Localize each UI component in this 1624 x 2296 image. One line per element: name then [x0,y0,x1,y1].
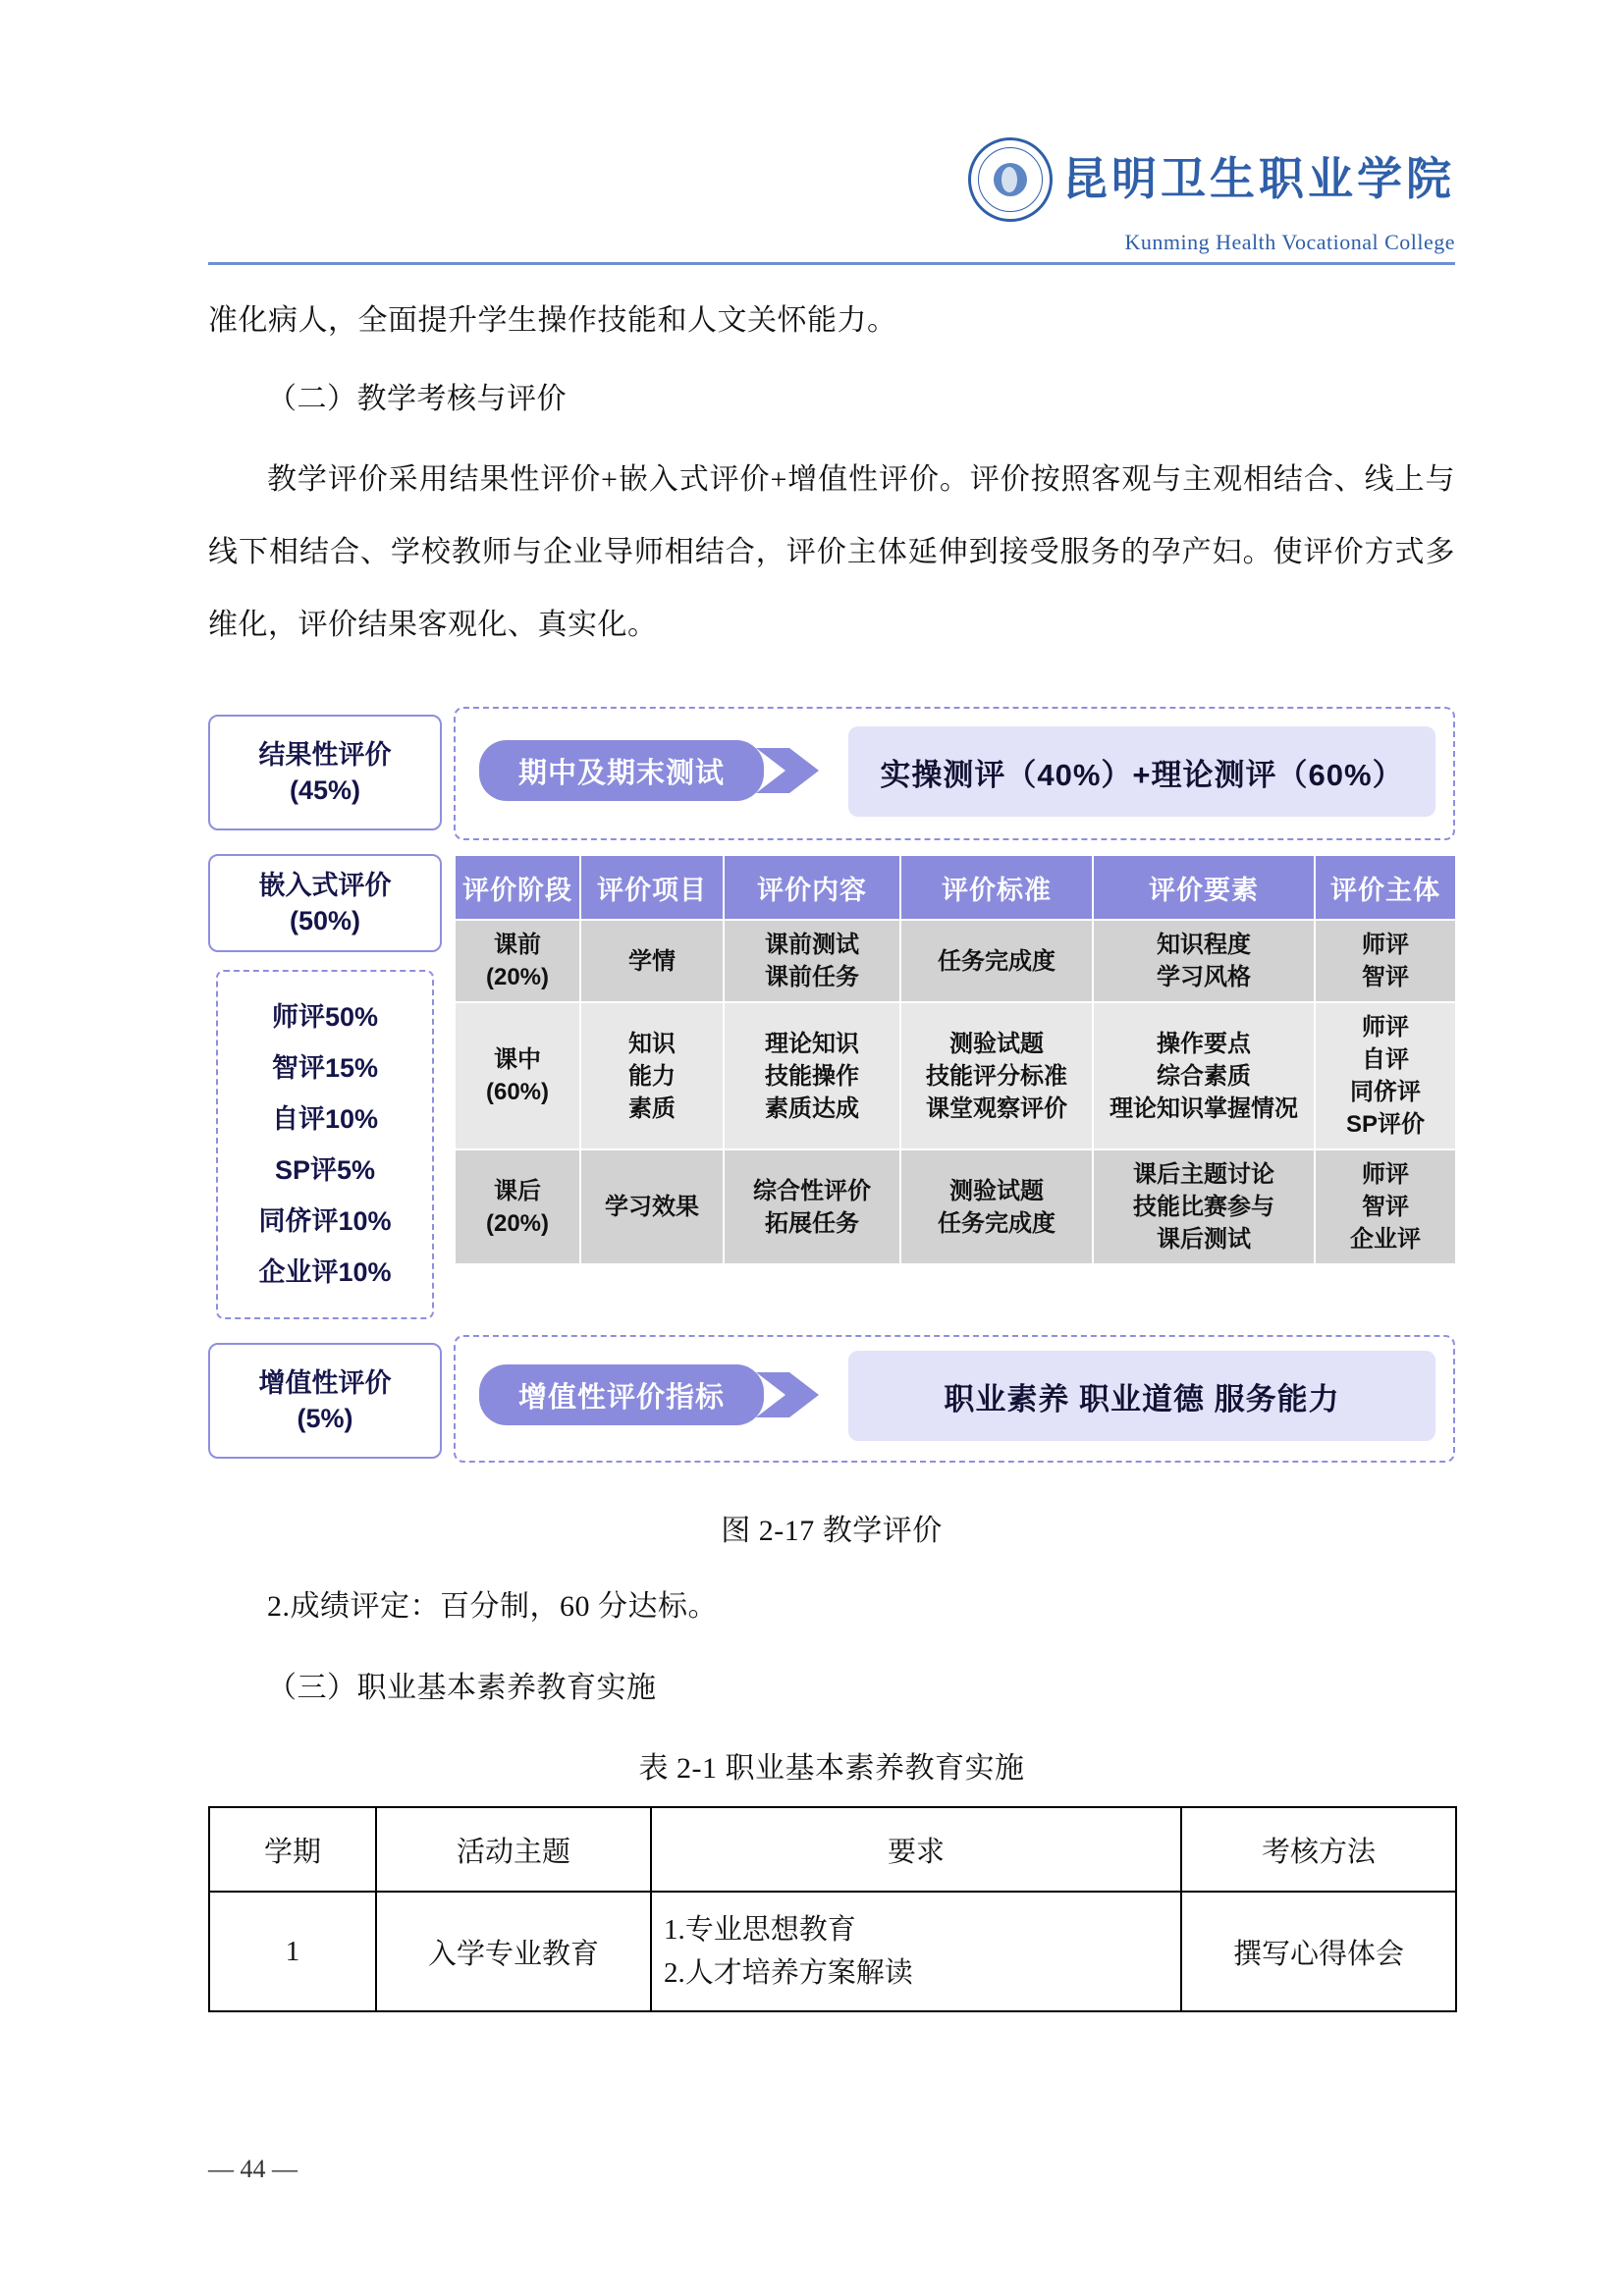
list-item-grading: 2.成绩评定：百分制，60 分达标。 [267,1590,718,1623]
cell-elements [1093,920,1315,1002]
evaluation-matrix-table [454,854,1457,1265]
cell-line: 课后主题讨论 [1133,1161,1274,1188]
cell-line: SP评价 [1345,1111,1425,1138]
value-added-output: 职业素养 职业道德 服务能力 [848,1351,1435,1441]
chevron-right-arrow-icon [756,1364,819,1425]
table-caption: 表 2-1 职业基本素养教育实施 [638,1752,1025,1785]
weight-item: 自评10% [271,1104,379,1134]
cell-line: 同侪评 [1350,1079,1421,1105]
col-elements: 评价要素 [1093,855,1315,920]
cell-subject [1315,920,1456,1002]
col-stage: 评价阶段 [455,855,580,920]
figure-caption: 图 2-17 教学评价 [721,1515,943,1547]
cell-line: 任务完成度 [938,947,1056,975]
cell-line: 测验试题 [949,1177,1044,1204]
cell-subject [1315,1149,1456,1264]
cell-stage [455,920,580,1002]
value-added-pill: 增值性评价指标 [479,1364,764,1425]
cell-line: 智评 [1362,964,1409,990]
table-header-row [209,1807,1456,1892]
header-divider [208,262,1455,265]
vocational-literacy-table [208,1806,1457,2012]
cell-line: 测验试题 [949,1030,1044,1057]
midterm-final-pill: 期中及期末测试 [479,740,764,801]
cell-line: 课堂观察评价 [926,1095,1067,1122]
label-embedded-evaluation-line2: (50%) [289,906,361,935]
cell-line: (60%) [485,1079,550,1105]
col-item: 评价项目 [580,855,724,920]
cell-line: 技能操作 [765,1062,859,1090]
requirement-line-2: 2.人才培养方案解读 [664,1957,913,1989]
cell-line: 课前 [494,932,541,958]
col-standard: 评价标准 [900,855,1093,920]
cell-content [724,1002,900,1149]
label-result-evaluation [208,715,442,830]
col-topic: 活动主题 [376,1807,651,1892]
cell-term: 1 [209,1892,376,2011]
evaluation-figure [208,707,1455,1482]
col-content: 评价内容 [724,855,900,920]
table-row [455,920,1456,1002]
cell-line: 素质 [628,1095,676,1122]
cell-line: 课中 [494,1046,541,1073]
cell-stage [455,1149,580,1264]
cell-line: 理论知识掌握情况 [1110,1095,1298,1122]
label-value-added-evaluation-line2: (5%) [297,1404,353,1433]
body-line-continuation: 准化病人，全面提升学生操作技能和人文关怀能力。 [208,304,897,337]
requirement-line-1: 1.专业思想教育 [664,1914,856,1946]
col-subject: 评价主体 [1315,855,1456,920]
cell-subject [1315,1002,1456,1149]
cell-line: 知识 [628,1030,676,1057]
weight-item: 同侪评10% [258,1206,392,1236]
cell-item [580,920,724,1002]
cell-line: 企业评 [1350,1226,1421,1253]
label-value-added-evaluation [208,1343,442,1459]
page-number: — 44 — [208,2155,298,2183]
table-header-row [455,855,1456,920]
section-paragraph-1: 教学评价采用结果性评价+嵌入式评价+增值性评价。评价按照客观与主观相结合、线上与线下相结合、学校教师与企业导师相结合，评价主体延伸到接受服务的孕产妇。使评价方式多维化，评价结果客观化、真实化。 [208,463,1455,641]
cell-line: 学习效果 [605,1194,699,1220]
cell-line: 技能评分标准 [926,1062,1067,1090]
cell-line: 能力 [628,1062,676,1090]
table-row [209,1892,1456,2011]
cell-requirement [651,1892,1181,2011]
cell-line: 拓展任务 [765,1209,859,1237]
cell-line: 综合性评价 [753,1177,871,1204]
college-seal-icon [968,137,1053,222]
label-result-evaluation-line2: (45%) [289,775,361,805]
weight-item: 企业评10% [258,1257,392,1287]
section-heading-3: （三）职业基本素养教育实施 [267,1672,657,1704]
cell-line: 操作要点 [1157,1030,1251,1057]
cell-line: 技能比赛参与 [1133,1194,1274,1220]
college-name-cn: 昆明卫生职业学院 [1062,154,1455,204]
cell-line: (20%) [485,964,550,990]
weight-item: 师评50% [271,1002,379,1032]
cell-line: 师评 [1362,1161,1409,1188]
cell-line: (20%) [485,1209,550,1237]
cell-elements [1093,1002,1315,1149]
section-heading-2: （二）教学考核与评价 [267,383,567,415]
chevron-right-arrow-icon [756,740,819,801]
page-header [905,137,1455,254]
label-embedded-evaluation-line1: 嵌入式评价 [258,871,392,900]
cell-line: 师评 [1362,1014,1409,1041]
cell-line: 课后测试 [1157,1226,1251,1253]
cell-line: 自评 [1362,1046,1409,1073]
cell-standard [900,1149,1093,1264]
evaluation-weights-box [216,970,434,1319]
col-requirement: 要求 [651,1807,1181,1892]
value-added-band [454,1335,1455,1463]
cell-line: 师评 [1362,932,1409,958]
college-name-en: Kunming Health Vocational College [1124,230,1455,254]
cell-line: 课后 [494,1177,541,1204]
col-term: 学期 [209,1807,376,1892]
table-row [455,1149,1456,1264]
label-result-evaluation-line1: 结果性评价 [258,740,392,770]
weight-item: SP评5% [274,1155,376,1185]
cell-line: 素质达成 [765,1095,859,1122]
cell-stage [455,1002,580,1149]
cell-topic: 入学专业教育 [376,1892,651,2011]
cell-line: 任务完成度 [938,1209,1056,1237]
cell-item [580,1149,724,1264]
cell-line: 课前任务 [765,964,859,990]
weight-item: 智评15% [271,1053,379,1083]
col-method: 考核方法 [1181,1807,1456,1892]
cell-item [580,1002,724,1149]
cell-line: 知识程度 [1157,932,1251,958]
cell-content [724,920,900,1002]
midterm-final-output: 实操测评（40%）+理论测评（60%） [848,726,1435,817]
page-content [208,0,1455,2296]
label-embedded-evaluation [208,854,442,952]
cell-line: 综合素质 [1157,1062,1251,1090]
cell-line: 学习风格 [1157,964,1251,990]
college-logo [905,137,1455,222]
cell-content [724,1149,900,1264]
cell-standard [900,920,1093,1002]
cell-line: 学情 [628,947,676,975]
midterm-final-band [454,707,1455,840]
cell-line: 智评 [1362,1194,1409,1220]
cell-line: 理论知识 [765,1030,859,1057]
cell-method: 撰写心得体会 [1181,1892,1456,2011]
table-row [455,1002,1456,1149]
cell-line: 课前测试 [765,932,859,958]
cell-elements [1093,1149,1315,1264]
cell-standard [900,1002,1093,1149]
label-value-added-evaluation-line1: 增值性评价 [258,1368,392,1398]
figure-left-column [208,707,442,1482]
